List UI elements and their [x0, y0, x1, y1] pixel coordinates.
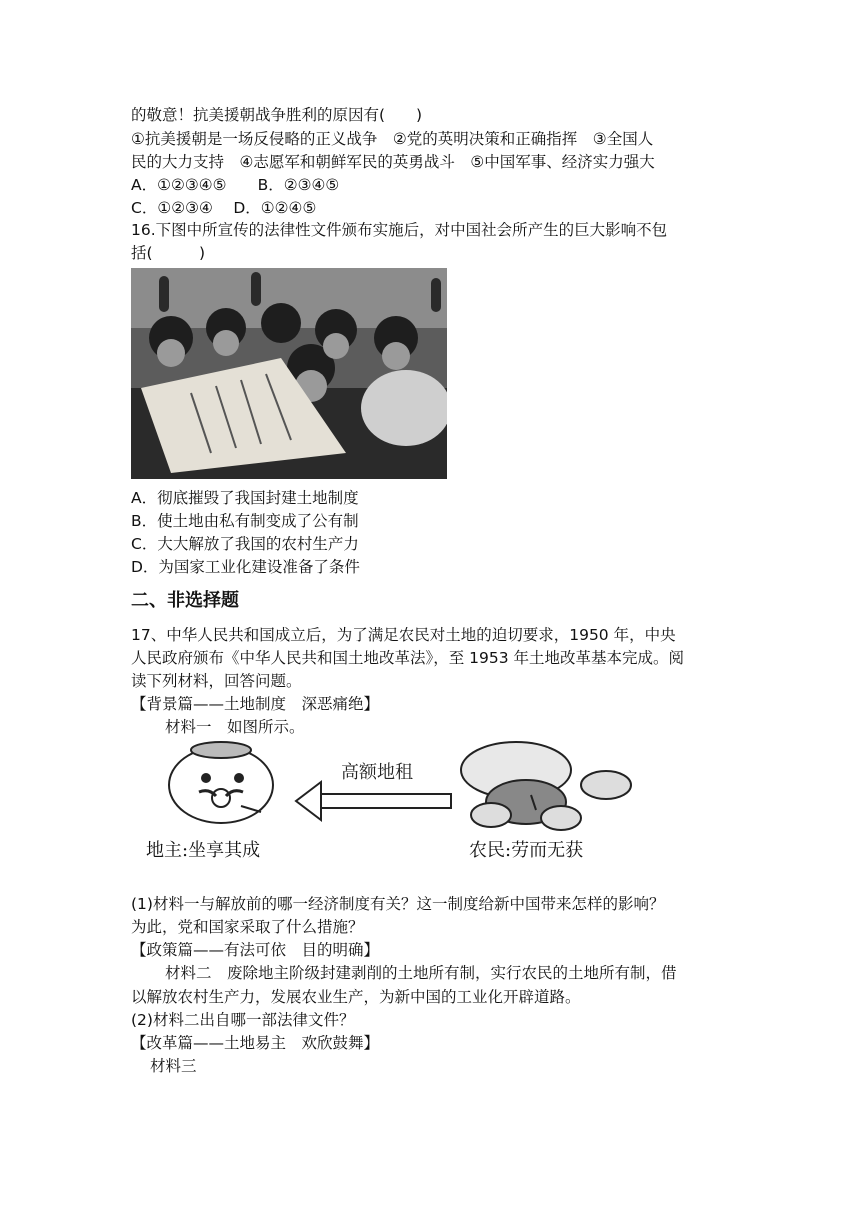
- q15-options-line2: C．①②③④ D．①②④⑤: [131, 199, 317, 217]
- land-reform-crowd-photo: [131, 268, 447, 479]
- sub-question-1-line2: 为此，党和国家采取了什么措施？: [131, 918, 364, 936]
- q15-options-line1: A．①②③④⑤ B．②③④⑤: [131, 176, 340, 194]
- arrow-label: 高额地租: [341, 762, 413, 783]
- q15-stem: 的敬意！抗美援朝战争胜利的原因有( ): [131, 106, 423, 124]
- q16-stem-line1: 16.下图中所宣传的法律性文件颁布实施后，对中国社会所产生的巨大影响不包: [131, 221, 668, 239]
- background-heading: 【背景篇——土地制度 深恶痛绝】: [131, 695, 380, 713]
- sub-question-2: (2)材料二出自哪一部法律文件？: [131, 1011, 355, 1029]
- q16-option-d: D．为国家工业化建设准备了条件: [131, 558, 360, 576]
- landlord-caption: 地主:坐享其成: [146, 840, 261, 861]
- material-three-label: 材料三: [150, 1057, 197, 1075]
- reform-heading: 【改革篇——土地易主 欢欣鼓舞】: [131, 1034, 380, 1052]
- q16-option-a: A．彻底摧毁了我国封建土地制度: [131, 489, 359, 507]
- landlord-figure: [169, 742, 273, 823]
- section-title: 二、非选择题: [131, 590, 239, 611]
- peasant-caption: 农民:劳而无获: [469, 840, 584, 861]
- material-one-label: 材料一 如图所示。: [165, 718, 305, 736]
- q15-items-line2: 民的大力支持 ④志愿军和朝鲜军民的英勇战斗 ⑤中国军事、经济实力强大: [131, 153, 655, 171]
- q16-stem-line2: 括( ): [131, 244, 206, 262]
- q17-intro-line1: 17、中华人民共和国成立后，为了满足农民对土地的迫切要求，1950 年，中央: [131, 626, 676, 644]
- q17-intro-line3: 读下列材料，回答问题。: [131, 672, 302, 690]
- rent-arrow: [296, 782, 451, 820]
- q15-items-line1: ①抗美援朝是一场反侵略的正义战争 ②党的英明决策和正确指挥 ③全国人: [131, 130, 654, 148]
- material-two-line1: 材料二 废除地主阶级封建剥削的土地所有制，实行农民的土地所有制，借: [165, 964, 677, 982]
- q17-intro-line2: 人民政府颁布《中华人民共和国土地改革法》，至 1953 年土地改革基本完成。阅: [131, 649, 685, 667]
- sub-question-1-line1: (1)材料一与解放前的哪一经济制度有关？这一制度给新中国带来怎样的影响？: [131, 895, 665, 913]
- peasant-figure: [461, 742, 631, 830]
- q16-option-c: C．大大解放了我国的农村生产力: [131, 535, 359, 553]
- policy-heading: 【政策篇——有法可依 目的明确】: [131, 941, 380, 959]
- material-two-line2: 以解放农村生产力，发展农业生产，为新中国的工业化开辟道路。: [131, 988, 581, 1006]
- q16-option-b: B．使土地由私有制变成了公有制: [131, 512, 359, 530]
